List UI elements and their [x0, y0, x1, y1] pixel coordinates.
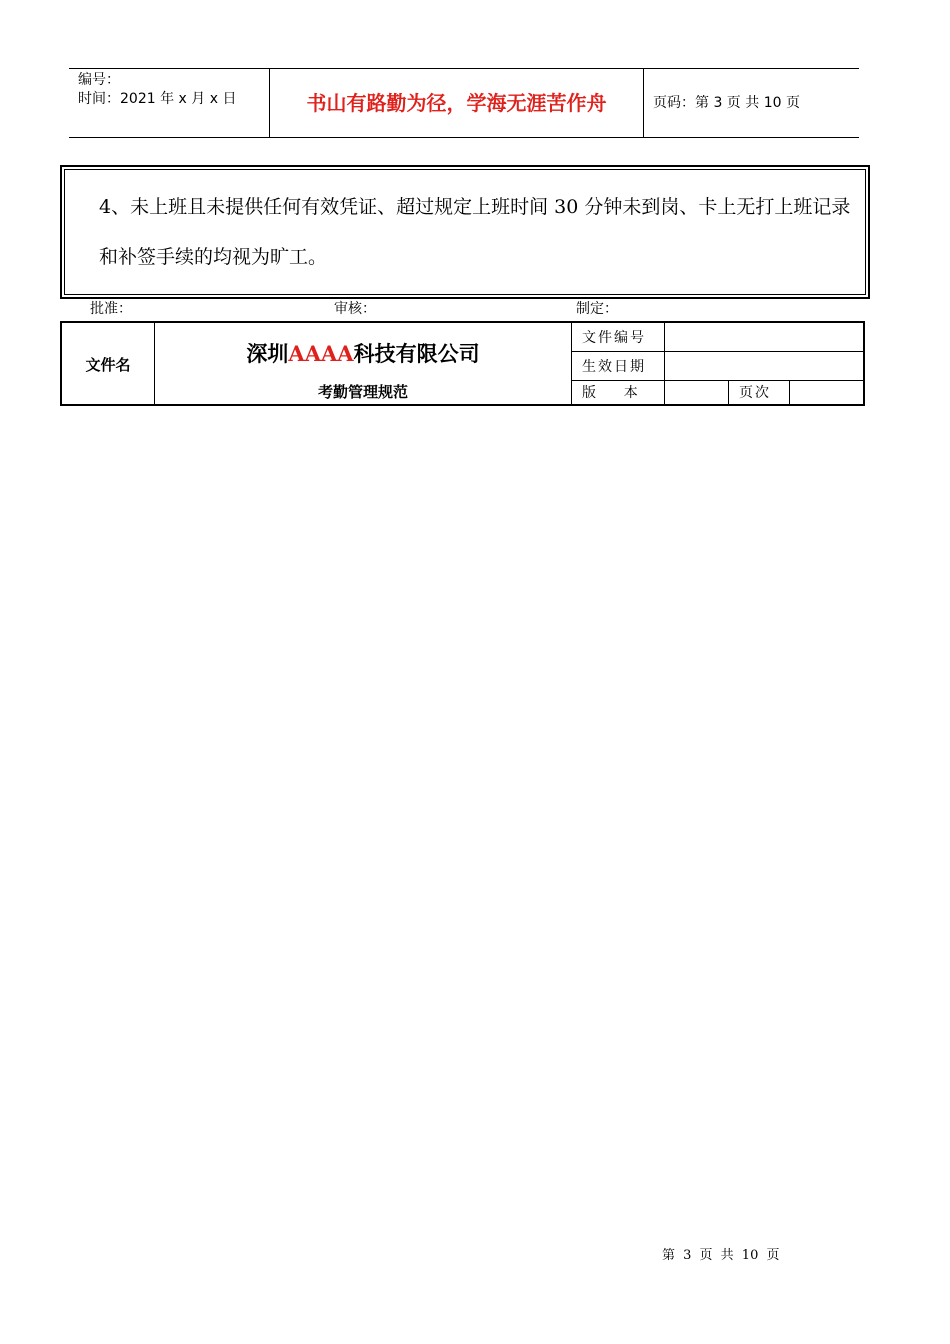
document-title-cell [155, 323, 572, 404]
effective-date-value-cell [665, 352, 863, 381]
header-motto-cell [270, 69, 644, 137]
header-meta [69, 69, 270, 137]
header-page-cell [644, 69, 859, 137]
page-label-cell [729, 381, 790, 404]
effective-date-label: 生效日期 [582, 359, 646, 375]
review-label: 审核： [334, 301, 376, 317]
version-label: 版 本 [582, 385, 640, 401]
prepare-label: 制定： [576, 301, 618, 317]
version-label-cell [572, 381, 665, 404]
header-page-info: 页码：第 3 页 共 10 页 [653, 95, 800, 111]
file-number-label: 文件编号 [582, 330, 646, 346]
document-subtitle: 考勤管理规范 [317, 383, 408, 401]
page-value-cell [790, 381, 863, 404]
motto-text: 书山有路勤为径，学海无涯苦作舟 [306, 91, 607, 115]
content-box [60, 165, 870, 299]
page-label: 页次 [739, 385, 771, 401]
page-footer: 第 3 页 共 10 页 [662, 1248, 780, 1263]
company-name [155, 341, 571, 367]
company-prefix: 深圳 [246, 341, 289, 366]
file-number-value-cell [665, 323, 863, 352]
content-paragraph: 4、未上班且未提供任何有效凭证、超过规定上班时间 30 分钟未到岗、卡上无打上班记录和补签手续的均视为旷工。 [99, 196, 851, 268]
file-name-label: 文件名 [85, 356, 131, 374]
document-time-label: 时间：2021 年 x 月 x 日 [78, 91, 237, 107]
version-value-cell [665, 381, 729, 404]
content-inner-border [64, 169, 866, 295]
page-header [69, 68, 859, 138]
file-number-label-cell [572, 323, 665, 352]
approve-label: 批准： [90, 301, 132, 317]
document-number-label: 编号： [78, 72, 120, 88]
document-info-table [60, 321, 865, 406]
company-brand: AAAA [288, 341, 354, 366]
company-suffix: 科技有限公司 [353, 341, 480, 366]
effective-date-label-cell [572, 352, 665, 381]
file-name-cell [62, 323, 155, 404]
